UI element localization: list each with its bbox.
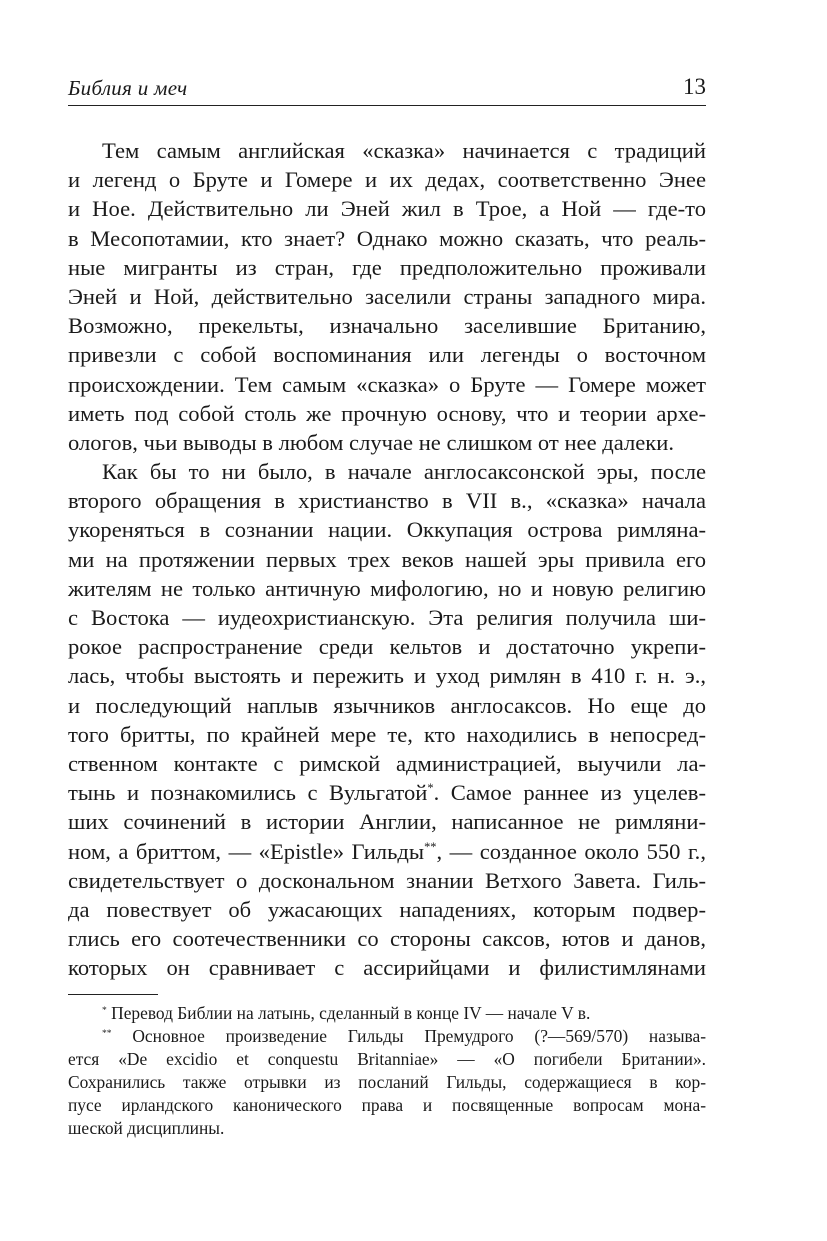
text-line: которых он сравнивает с ассирийцами и филистимлянами: [68, 955, 706, 981]
footnote-marker[interactable]: **: [424, 839, 437, 854]
text-line: Возможно, прекельты, изначально заселившие Британию,: [68, 313, 706, 339]
footnote-line: пусе ирландского канонического права и посвященные вопросам мона-: [68, 1095, 706, 1115]
text-line: и последующий наплыв язычников англосаксов. Но еще до: [68, 692, 706, 718]
footnote-line: Сохранились также отрывки из посланий Гильды, содержащиеся в кор-: [68, 1072, 706, 1092]
header-rule: [68, 105, 706, 106]
text-line: свидетельствует о доскональном знании Ветхого Завета. Гиль-: [68, 867, 706, 893]
text-line: привезли с собой воспоминания или легенды о восточном: [68, 342, 706, 368]
footnote-marker[interactable]: *: [427, 781, 434, 796]
text-line: глись его соотечественники со стороны саксов, ютов и данов,: [68, 926, 706, 952]
text-line: ственном контакте с римской администрацией, выучили ла-: [68, 750, 706, 776]
text-line: второго обращения в христианство в VII в., «сказка» начала: [68, 488, 706, 514]
text-line: рокое распространение среди кельтов и достаточно укрепи-: [68, 634, 706, 660]
text-line: жителям не только античную мифологию, но и новую религию: [68, 575, 706, 601]
footnote-line: * Перевод Библии на латынь, сделанный в конце IV — начале V в.: [102, 1003, 591, 1023]
text-line: Эней и Ной, действительно заселили страны западного мира.: [68, 283, 706, 309]
page-number: 13: [683, 74, 706, 99]
text-line: Как бы то ни было, в начале англосаксонской эры, после: [102, 459, 706, 485]
footnote-line: шеской дисциплины.: [68, 1118, 225, 1138]
footnote-rule: [68, 994, 158, 995]
text-line: лась, чтобы выстоять и пережить и уход римлян в 410 г. н. э.,: [68, 663, 706, 689]
text-line: с Востока — иудеохристианскую. Эта религия получила ши-: [68, 605, 706, 630]
text-line: тынь и познакомились с Вульгатой*. Самое раннее из уцелев-: [68, 780, 706, 806]
footnote-mark: *: [102, 1004, 107, 1016]
main-text: [68, 136, 706, 982]
text-line: и Ное. Действительно ли Эней жил в Трое, а Ной — где-то: [68, 196, 706, 222]
text-line: ми на протяжении первых трех веков нашей эры привила его: [68, 546, 706, 572]
text-line: да повествует об ужасающих нападениях, которым подвер-: [68, 896, 706, 922]
footnote-mark: **: [102, 1027, 112, 1039]
text-line: иметь под собой столь же прочную основу, что и теории архе-: [68, 400, 706, 426]
page-header: [68, 74, 706, 104]
text-line: в Месопотамии, кто знает? Однако можно сказать, что реаль-: [68, 225, 706, 251]
text-line: ном, а бриттом, — «Epistle» Гильды**, — созданное около 550 г.,: [68, 838, 706, 864]
footnote-line: ** Основное произведение Гильды Премудрого (?—569/570) называ-: [102, 1026, 706, 1046]
text-line: ологов, чьи выводы в любом случае не слишком от нее далеки.: [68, 429, 674, 455]
text-line: ших сочинений в истории Англии, написанное не римляни-: [68, 809, 706, 835]
text-line: Тем самым английская «сказка» начинается с традиций: [102, 138, 706, 163]
text-line: того бритты, по крайней мере те, кто находились в непосред-: [68, 721, 706, 747]
footnote-line: ется «De excidio et conquestu Britanniae» — «О погибели Британии».: [68, 1049, 706, 1069]
text-line: и легенд о Бруте и Гомере и их дедах, соответственно Энее: [68, 167, 706, 193]
footnotes: [68, 1002, 706, 1140]
text-line: ные мигранты из стран, где предположительно проживали: [68, 254, 706, 280]
text-line: происхождении. Тем самым «сказка» о Бруте — Гомере может: [68, 371, 706, 397]
text-line: укореняться в сознании нации. Оккупация острова римляна-: [68, 517, 706, 543]
running-title: Библия и меч: [68, 76, 188, 100]
